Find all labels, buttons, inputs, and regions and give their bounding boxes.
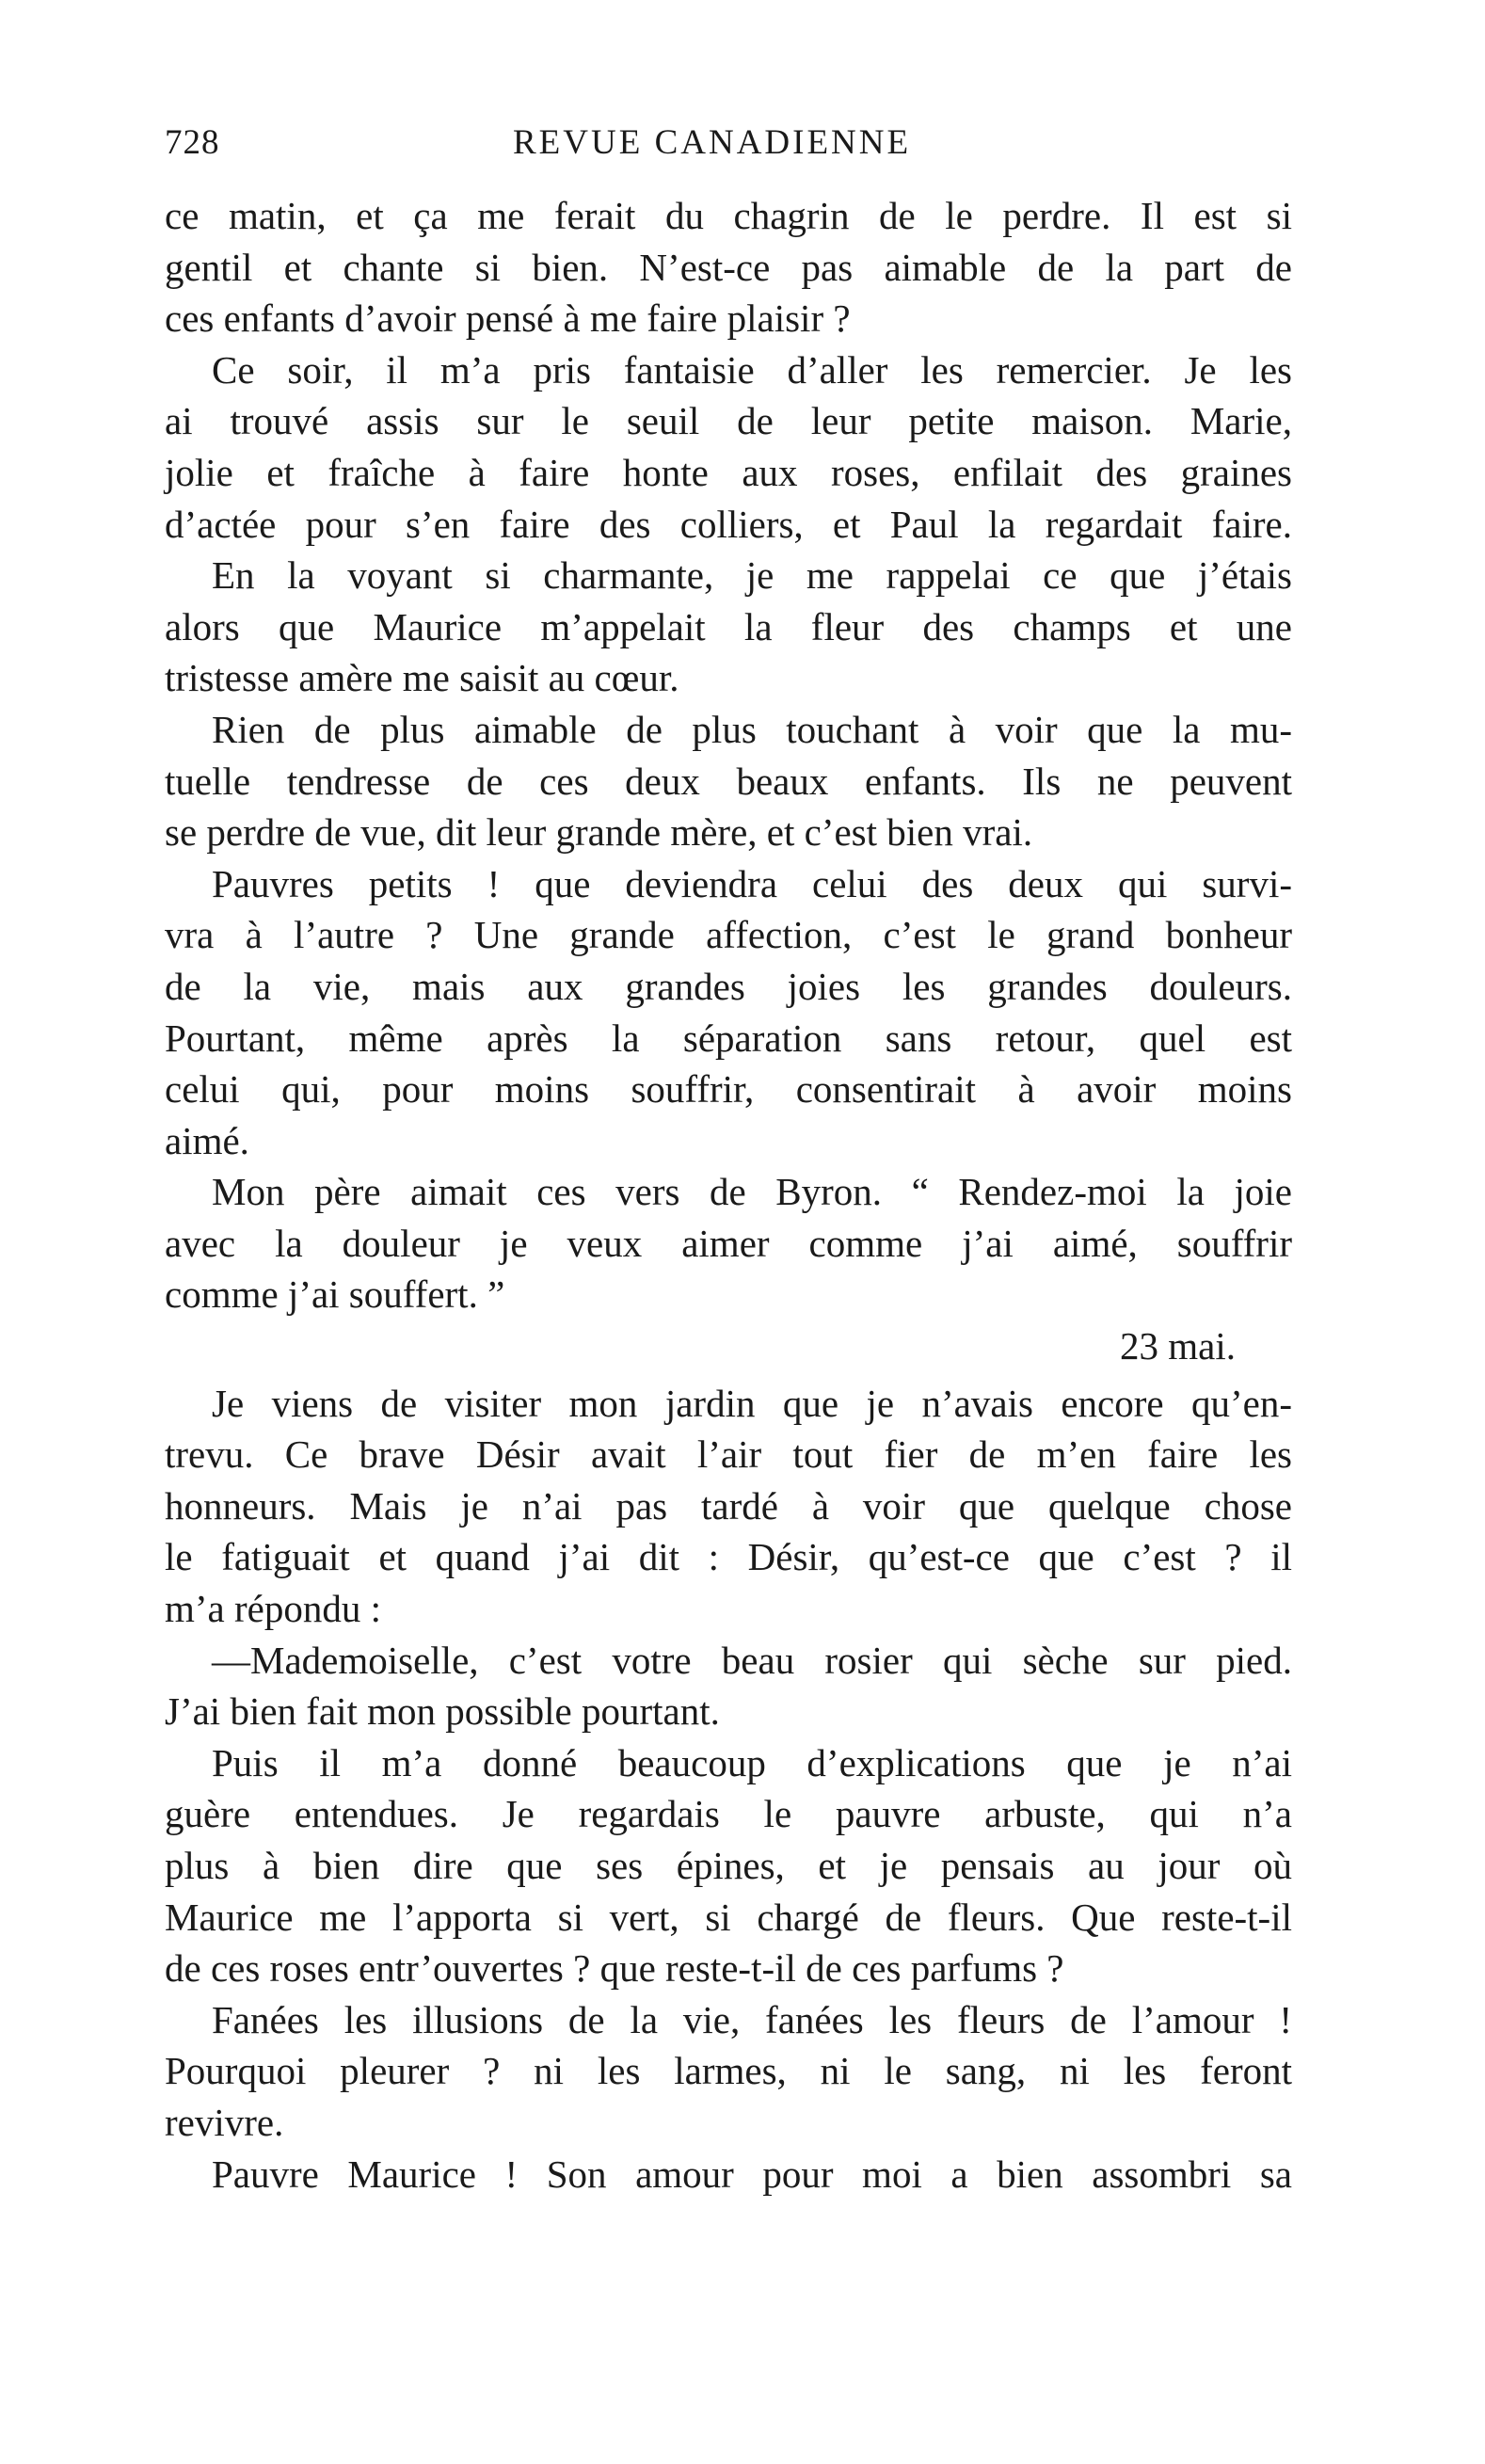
body-text (165, 190, 1292, 2200)
text-line: Pauvre Maurice ! Son amour pour moi a bien assombri sa (212, 2152, 1292, 2196)
journal-title: REVUE CANADIENNE (513, 123, 912, 162)
text-line: —Mademoiselle, c’est votre beau rosier qui sèche sur pied. (212, 1638, 1292, 1682)
text-line: Ce soir, il m’a pris fantaisie d’aller les remercier. Je les (212, 347, 1292, 392)
text-line: le fatiguait et quand j’ai dit : Désir, qu’est-ce que c’est ? il (165, 1535, 1292, 1579)
page-number: 728 (165, 123, 220, 162)
text-line: honneurs. Mais je n’ai pas tardé à voir que quelque chose (165, 1483, 1292, 1528)
text-line: revivre. (165, 2100, 284, 2144)
text-line: Pourtant, même après la séparation sans retour, quel est (165, 1016, 1292, 1060)
text-line: comme j’ai souffert. ” (165, 1272, 505, 1317)
text-line: m’a répondu : (165, 1587, 381, 1631)
text-line: En la voyant si charmante, je me rappelai ce que j’étais (212, 553, 1292, 598)
text-line: alors que Maurice m’appelait la fleur des champs et une (165, 604, 1292, 648)
text-line: avec la douleur je veux aimer comme j’ai aimé, souffrir (165, 1221, 1292, 1265)
text-line: Fanées les illusions de la vie, fanées les fleurs de l’amour ! (212, 1997, 1292, 2041)
text-line: Puis il m’a donné beaucoup d’explications que je n’ai (212, 1740, 1292, 1784)
text-line: aimé. (165, 1118, 249, 1162)
text-line: jolie et fraîche à faire honte aux roses, enfilait des graines (165, 450, 1292, 494)
text-line: Maurice me l’apporta si vert, si chargé de fleurs. Que reste-t-il (165, 1895, 1292, 1939)
text-line: d’actée pour s’en faire des colliers, et Paul la regardait faire. (165, 502, 1292, 546)
dateline: 23 mai. (1120, 1324, 1236, 1368)
text-line: de la vie, mais aux grandes joies les grandes douleurs. (165, 964, 1292, 1008)
text-line: Je viens de visiter mon jardin que je n’avais encore qu’en- (212, 1381, 1292, 1425)
text-line: J’ai bien fait mon possible pourtant. (165, 1689, 720, 1734)
text-line: Rien de plus aimable de plus touchant à voir que la mu- (212, 707, 1292, 751)
text-line: ai trouvé assis sur le seuil de leur petite maison. Marie, (165, 399, 1292, 443)
text-line: tuelle tendresse de ces deux beaux enfants. Ils ne peuvent (165, 759, 1292, 803)
running-head (165, 122, 1292, 169)
text-line: guère entendues. Je regardais le pauvre arbuste, qui n’a (165, 1792, 1292, 1836)
text-line: tristesse amère me saisit au cœur. (165, 656, 679, 700)
text-line: ce matin, et ça me ferait du chagrin de le perdre. Il est si (165, 194, 1292, 237)
text-line: Pourquoi pleurer ? ni les larmes, ni le sang, ni les feront (165, 2049, 1292, 2093)
text-line: Pauvres petits ! que deviendra celui des deux qui survi- (212, 861, 1292, 905)
text-line: plus à bien dire que ses épines, et je pensais au jour où (165, 1844, 1292, 1887)
text-line: Mon père aimait ces vers de Byron. “ Rendez-moi la joie (212, 1170, 1292, 1214)
text-line: se perdre de vue, dit leur grande mère, et c’est bien vrai. (165, 810, 1033, 855)
text-line: celui qui, pour moins souffrir, consentirait à avoir moins (165, 1067, 1292, 1112)
text-line: gentil et chante si bien. N’est-ce pas aimable de la part de (165, 245, 1292, 289)
text-line: trevu. Ce brave Désir avait l’air tout fier de m’en faire les (165, 1432, 1292, 1477)
text-line: ces enfants d’avoir pensé à me faire plaisir ? (165, 296, 851, 341)
text-line: vra à l’autre ? Une grande affection, c’est le grand bonheur (165, 913, 1292, 957)
text-line: de ces roses entr’ouvertes ? que reste-t-il de ces parfums ? (165, 1946, 1064, 1991)
